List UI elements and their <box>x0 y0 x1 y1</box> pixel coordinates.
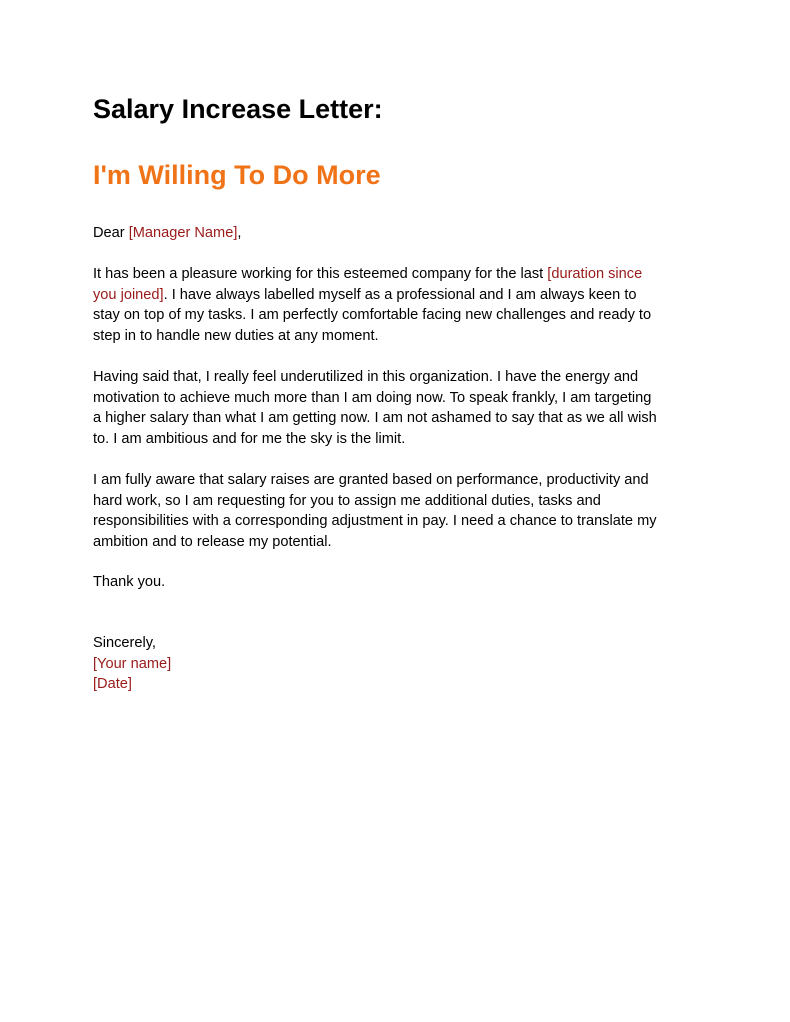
date-placeholder: [Date] <box>93 676 132 693</box>
paragraph-3-line: hard work, so I am requesting for you to assign me additional duties, tasks and <box>93 492 601 509</box>
duration-placeholder-end: you joined] <box>93 286 164 303</box>
paragraph-2-line: a higher salary than what I am getting now. I am not ashamed to say that as we all wish <box>93 410 657 427</box>
paragraph-1-line-1-text: It has been a pleasure working for this esteemed company for the last <box>93 266 548 282</box>
paragraph-3-line: I am fully aware that salary raises are granted based on performance, productivity and <box>93 472 649 488</box>
paragraph-2-line: Having said that, I really feel underutilized in this organization. I have the energy and <box>93 369 639 385</box>
manager-name-placeholder: [Manager Name] <box>128 225 238 241</box>
paragraph-1-line-1 <box>93 264 703 285</box>
paragraph-1-line-4: step in to handle new duties at any moment. <box>93 327 379 344</box>
sign-off: Sincerely, <box>93 635 156 651</box>
your-name-placeholder: [Your name] <box>93 655 172 672</box>
closing-block <box>93 633 703 695</box>
paragraph-1-line-2-text: . I have always labelled myself as a professional and I am always keen to <box>163 286 637 303</box>
page-subtitle: I'm Willing To Do More <box>93 160 381 190</box>
paragraph-1 <box>93 264 703 346</box>
paragraph-3-line: responsibilities with a corresponding adjustment in pay. I need a chance to translate my <box>93 513 657 530</box>
paragraph-2-line: to. I am ambitious and for me the sky is the limit. <box>93 430 406 447</box>
paragraph-2 <box>93 367 703 449</box>
duration-placeholder-start: [duration since <box>547 266 643 282</box>
paragraph-2-line: motivation to achieve much more than I am doing now. To speak frankly, I am targeting <box>93 389 652 406</box>
paragraph-3 <box>93 470 703 552</box>
greeting-line <box>93 223 703 244</box>
thank-you-line: Thank you. <box>93 574 166 590</box>
greeting-suffix: , <box>237 225 242 241</box>
paragraph-3-line: ambition and to release my potential. <box>93 533 332 550</box>
page-title: Salary Increase Letter: <box>93 94 383 124</box>
greeting-prefix: Dear <box>93 225 129 241</box>
paragraph-1-line-2 <box>93 285 703 306</box>
paragraph-1-line-3: stay on top of my tasks. I am perfectly comfortable facing new challenges and ready to <box>93 307 652 324</box>
